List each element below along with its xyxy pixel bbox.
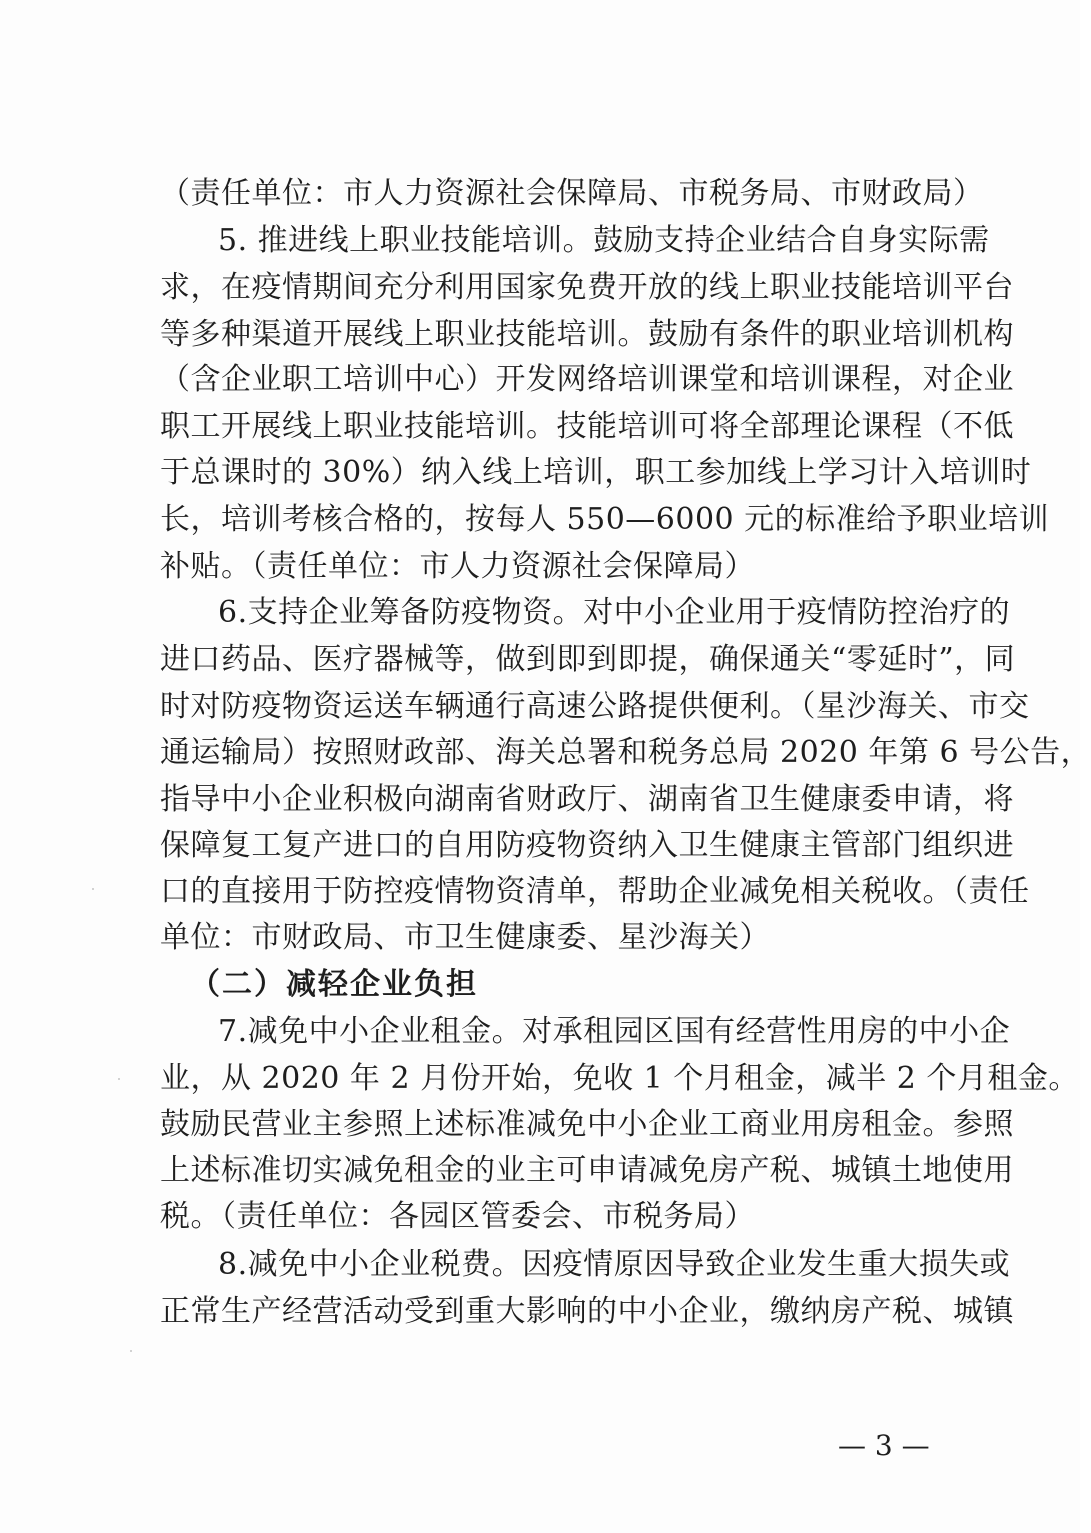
text-line: 指导中小企业积极向湖南省财政厅、湖南省卫生健康委申请，将: [160, 782, 1014, 817]
text-line: 职工开展线上职业技能培训。技能培训可将全部理论课程（不低: [160, 409, 1014, 444]
text-line: 鼓励民营业主参照上述标准减免中小企业工商业用房租金。参照: [160, 1107, 1014, 1142]
text-line: 等多种渠道开展线上职业技能培训。鼓励有条件的职业培训机构: [160, 317, 1014, 352]
section-heading: （二）减轻企业负担: [190, 967, 478, 1002]
text-line: 税。（责任单位：各园区管委会、市税务局）: [160, 1199, 755, 1234]
text-line: 上述标准切实减免租金的业主可申请减免房产税、城镇土地使用: [160, 1153, 1014, 1188]
text-line: 7.减免中小企业租金。对承租园区国有经营性用房的中小企: [218, 1014, 1011, 1049]
scan-speck: [118, 1078, 120, 1080]
text-line: 进口药品、医疗器械等，做到即到即提，确保通关“零延时”，同: [160, 642, 1016, 677]
text-line: 口的直接用于防控疫情物资清单，帮助企业减免相关税收。（责任: [160, 874, 1030, 909]
text-line: 长，培训考核合格的，按每人 550—6000 元的标准给予职业培训: [160, 502, 1050, 537]
text-line: （责任单位：市人力资源社会保障局、市税务局、市财政局）: [160, 176, 984, 211]
text-line: 8.减免中小企业税费。因疫情原因导致企业发生重大损失或: [218, 1247, 1011, 1282]
text-line: 补贴。（责任单位：市人力资源社会保障局）: [160, 549, 755, 584]
text-line: 时对防疫物资运送车辆通行高速公路提供便利。（星沙海关、市交: [160, 689, 1030, 724]
scan-speck: [130, 1350, 132, 1352]
text-line: 6.支持企业筹备防疫物资。对中小企业用于疫情防控治疗的: [218, 595, 1011, 630]
text-line: 保障复工复产进口的自用防疫物资纳入卫生健康主管部门组织进: [160, 828, 1014, 863]
text-line: 通运输局）按照财政部、海关总署和税务总局 2020 年第 6 号公告，: [160, 735, 1091, 770]
page-number: — 3 —: [838, 1429, 930, 1462]
text-line: 求，在疫情期间充分利用国家免费开放的线上职业技能培训平台: [160, 270, 1014, 305]
text-line: 单位：市财政局、市卫生健康委、星沙海关）: [160, 920, 770, 955]
text-line: （含企业职工培训中心）开发网络培训课堂和培训课程，对企业: [160, 362, 1014, 397]
text-line: 5. 推进线上职业技能培训。鼓励支持企业结合自身实际需: [218, 223, 990, 258]
text-line: 于总课时的 30%）纳入线上培训，职工参加线上学习计入培训时: [160, 455, 1032, 490]
text-line: 业，从 2020 年 2 月份开始，免收 1 个月租金，减半 2 个月租金。: [160, 1061, 1079, 1096]
text-line: 正常生产经营活动受到重大影响的中小企业，缴纳房产税、城镇: [160, 1294, 1014, 1329]
scan-speck: [92, 888, 94, 890]
